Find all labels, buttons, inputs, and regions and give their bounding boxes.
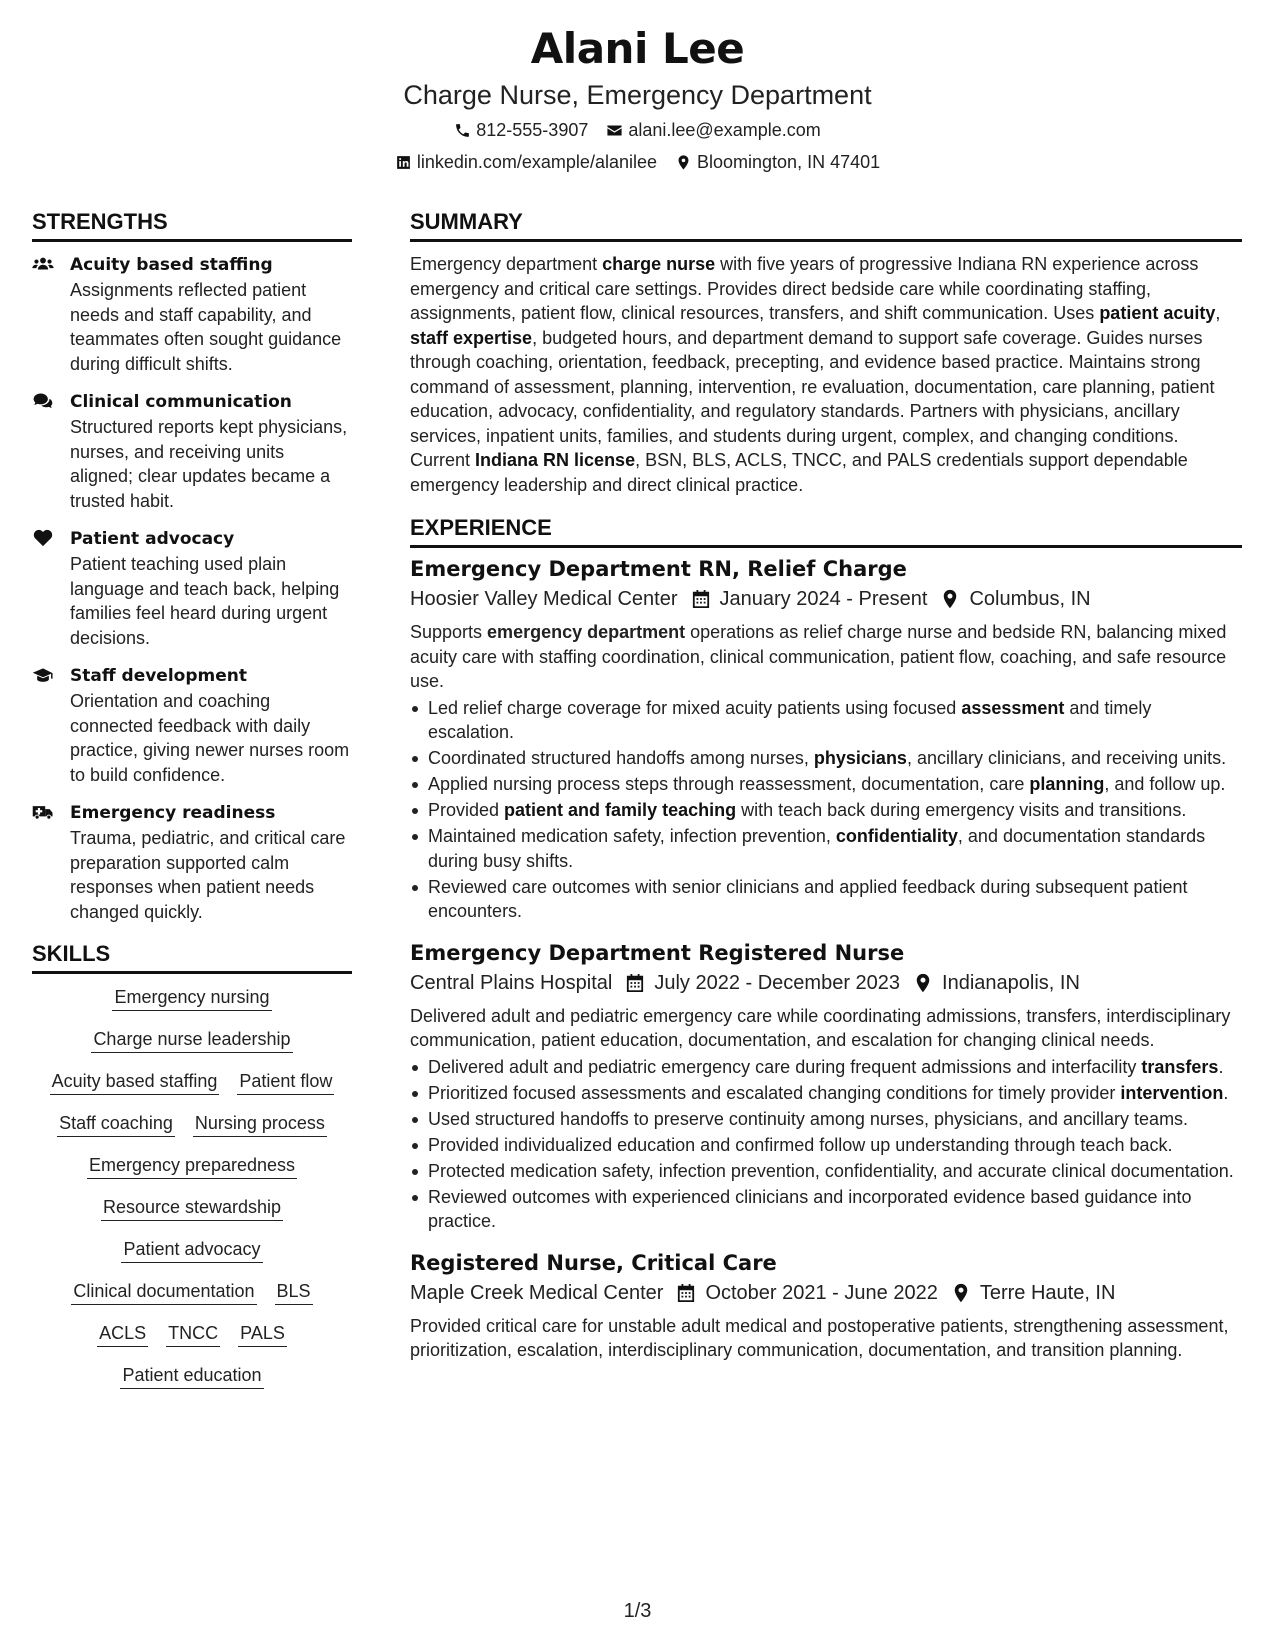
strength-body (70, 800, 352, 924)
text-segment: Provided (428, 800, 505, 820)
skills-list (32, 984, 352, 1389)
bullet-item (410, 1133, 1242, 1158)
text-segment: Prioritized focused assessments and escalated changing conditions for timely provider (428, 1082, 1121, 1103)
skill-tag: Nursing process (193, 1110, 327, 1137)
strength-title: Acuity based staffing (70, 255, 273, 275)
job-bullets (410, 696, 1242, 924)
map-marker-icon (952, 1283, 970, 1303)
text-segment: . (1218, 1056, 1224, 1077)
calendar-icon (692, 589, 710, 609)
skill-line (32, 1236, 352, 1263)
strengths-list (32, 252, 352, 924)
ambulance-icon (32, 800, 70, 924)
resume-header (0, 22, 1275, 174)
job-entry (410, 554, 1242, 924)
job-dates (677, 1278, 937, 1308)
skills-heading: SKILLS (32, 937, 352, 974)
map-marker-icon (675, 154, 692, 171)
skill-line (32, 1026, 352, 1053)
text-segment: . (1223, 1082, 1229, 1103)
job-title: Emergency Department Registered Nurse (410, 940, 905, 965)
calendar-icon (677, 1283, 695, 1303)
text-segment: Applied nursing process steps through reassessment, documentation, care (428, 774, 1030, 794)
skill-tag: Resource stewardship (101, 1194, 283, 1221)
text-segment: , and follow up. (1104, 774, 1226, 794)
skill-tag: Emergency nursing (112, 984, 271, 1011)
strength-title: Patient advocacy (70, 529, 235, 549)
strength-body (70, 526, 352, 650)
jobs-list (410, 554, 1242, 1363)
phone-contact[interactable] (454, 118, 588, 142)
text-segment: Used structured handoffs to preserve continuity among nurses, physicians, and ancillary teams. (428, 1108, 1189, 1129)
job-meta (410, 584, 1242, 614)
bullet-item (410, 772, 1242, 797)
bold-text: patient and family teaching (504, 800, 737, 820)
heart-icon (32, 526, 70, 650)
job-description (410, 620, 1242, 694)
text-segment: Maintained medication safety, infection prevention, (428, 826, 836, 846)
bullet-item (410, 824, 1242, 873)
strength-title: Clinical communication (70, 392, 292, 412)
skill-line (32, 984, 352, 1011)
bullet-item (410, 798, 1242, 823)
job-employer: Central Plains Hospital (410, 971, 613, 994)
text-segment: Supports (410, 622, 488, 642)
location-text: Bloomington, IN 47401 (697, 152, 881, 172)
summary-text (410, 252, 1242, 497)
bold-text: confidentiality (835, 826, 958, 846)
phone-text: 812-555-3907 (476, 120, 589, 140)
left-column (32, 205, 352, 1404)
text-segment: Provided individualized education and confirmed follow up understanding through teach back. (428, 1134, 1173, 1155)
bold-text: emergency department (487, 622, 686, 642)
text-segment: and timely escalation. (428, 697, 1152, 742)
skill-line (32, 1320, 352, 1347)
users-icon (32, 252, 70, 376)
text-segment: Delivered adult and pediatric emergency care during frequent admissions and interfacility (428, 1056, 1142, 1077)
candidate-title: Charge Nurse, Emergency Department (403, 80, 872, 110)
strength-title: Emergency readiness (70, 803, 276, 823)
strength-body (70, 663, 352, 787)
job-location-text: Columbus, IN (969, 588, 1091, 610)
text-segment: Provided critical care for unstable adult medical and postoperative patients, strengthening assessment, prioritization, escalation, interdisciplinary communication, documentation, and transition planning. (410, 1315, 1229, 1360)
graduation-cap-icon (32, 663, 70, 787)
job-entry (410, 1248, 1242, 1363)
job-location (952, 1278, 1116, 1308)
map-marker-icon (941, 589, 959, 609)
skill-tag: Patient education (120, 1362, 263, 1389)
text-segment: Emergency department (410, 254, 603, 274)
job-employer: Hoosier Valley Medical Center (410, 588, 678, 610)
skill-tag: TNCC (166, 1320, 220, 1347)
strength-body (70, 389, 352, 513)
job-entry (410, 938, 1242, 1234)
bullet-item (410, 1055, 1242, 1080)
map-marker-icon (914, 973, 932, 993)
skill-tag: Charge nurse leadership (91, 1026, 292, 1053)
contact-row-1 (0, 118, 1275, 142)
linkedin-icon (395, 154, 412, 171)
strengths-heading: STRENGTHS (32, 205, 352, 242)
text-segment: with teach back during emergency visits and transitions. (736, 800, 1187, 820)
job-dates-text: July 2022 - December 2023 (654, 971, 901, 994)
skill-tag: Staff coaching (57, 1110, 175, 1137)
email-text: alani.lee@example.com (628, 120, 821, 140)
bold-text: Indiana RN license (475, 450, 636, 470)
text-segment: Delivered adult and pediatric emergency care while coordinating admissions, transfers, interdisciplinary communication, patient education, documentation, and escalation for changing clinical needs. (410, 1005, 1231, 1050)
text-segment: , budgeted hours, and department demand to support safe coverage. Guides nurses through coaching, orientation, feedback, precepting, and evidence based practice. Maintains strong command of assessment, planning, intervention, re evaluation, documentation, care planning, patient education, advocacy, confidentiality, and regulatory standards. Partners with physicians, ancillary services, inpatient units, families, and students during urgent, complex, and changing conditions. Current (410, 327, 1215, 470)
bullet-item (410, 875, 1242, 924)
skill-tag: ACLS (97, 1320, 148, 1347)
strength-item (32, 800, 352, 924)
strength-title: Staff development (70, 666, 247, 686)
skill-line (32, 1110, 352, 1137)
email-contact[interactable] (606, 118, 820, 142)
skill-line (32, 1278, 352, 1305)
strength-description: Structured reports kept physicians, nurses, and receiving units aligned; clear updates became a trusted habit. (70, 417, 348, 511)
bullet-item (410, 746, 1242, 771)
location-contact (675, 150, 880, 174)
text-segment: , ancillary clinicians, and receiving units. (906, 748, 1227, 768)
skill-tag: Emergency preparedness (87, 1152, 297, 1179)
experience-heading: EXPERIENCE (410, 511, 1242, 548)
contact-row-2 (0, 150, 1275, 174)
bold-text: patient acuity (1099, 303, 1216, 323)
bold-text: transfers (1141, 1056, 1219, 1077)
linkedin-contact[interactable] (395, 150, 657, 174)
strength-item (32, 252, 352, 376)
strength-item (32, 526, 352, 650)
bullet-item (410, 1081, 1242, 1106)
phone-icon (454, 122, 471, 139)
skill-line (32, 1152, 352, 1179)
strength-item (32, 389, 352, 513)
page-number: 1/3 (623, 1600, 652, 1622)
skill-tag: Clinical documentation (71, 1278, 256, 1305)
job-description (410, 1004, 1242, 1053)
job-employer: Maple Creek Medical Center (410, 1281, 664, 1304)
summary-heading: SUMMARY (410, 205, 1242, 242)
skill-tag: PALS (238, 1320, 287, 1347)
job-title: Registered Nurse, Critical Care (410, 1250, 777, 1275)
linkedin-text: linkedin.com/example/alanilee (416, 152, 657, 172)
skill-tag: BLS (275, 1278, 313, 1305)
job-location-text: Terre Haute, IN (979, 1281, 1116, 1304)
skill-line (32, 1362, 352, 1389)
right-column (410, 205, 1242, 1377)
strength-item (32, 663, 352, 787)
text-segment: Reviewed care outcomes with senior clinicians and applied feedback during subsequent patient encounters. (428, 876, 1188, 921)
job-description (410, 1314, 1242, 1363)
bullet-item (410, 1185, 1242, 1234)
job-meta (410, 1278, 1242, 1308)
bold-text: staff expertise (410, 327, 533, 348)
text-segment: , and documentation standards during busy shifts. (428, 826, 1206, 871)
strength-description: Patient teaching used plain language and teach back, helping families feel heard during urgent decisions. (70, 554, 340, 648)
text-segment: with five years of progressive Indiana RN experience across emergency and critical care settings. Provides direct bedside care while coordinating staffing, assignments, patient flow, clinical resources, transfers, and shift communication. Uses (410, 254, 1199, 323)
text-segment: Coordinated structured handoffs among nurses, (428, 748, 814, 768)
bullet-item (410, 1159, 1242, 1184)
text-segment: Protected medication safety, infection prevention, confidentiality, and accurate clinical documentation. (428, 1160, 1234, 1181)
strength-body (70, 252, 352, 376)
job-title: Emergency Department RN, Relief Charge (410, 557, 907, 581)
bullet-item (410, 696, 1242, 745)
calendar-icon (626, 973, 644, 993)
job-meta (410, 968, 1242, 998)
bold-text: intervention (1120, 1082, 1224, 1103)
skill-line (32, 1068, 352, 1095)
job-dates-text: January 2024 - Present (719, 588, 928, 610)
bold-text: assessment (961, 697, 1065, 718)
envelope-icon (606, 122, 623, 139)
job-dates-text: October 2021 - June 2022 (705, 1281, 938, 1304)
skill-tag: Patient flow (237, 1068, 334, 1095)
skill-line (32, 1194, 352, 1221)
comments-icon (32, 389, 70, 513)
job-dates (626, 968, 900, 998)
strength-description: Trauma, pediatric, and critical care preparation supported calm responses when patient needs changed quickly. (70, 828, 346, 922)
text-segment: Led relief charge coverage for mixed acuity patients using focused (428, 697, 962, 718)
strength-description: Orientation and coaching connected feedback with daily practice, giving newer nurses room to build confidence. (70, 691, 350, 785)
job-dates (692, 584, 928, 614)
job-bullets (410, 1055, 1242, 1234)
bold-text: charge nurse (602, 254, 716, 274)
text-segment: operations as relief charge nurse and bedside RN, balancing mixed acuity care with staffing coordination, clinical communication, patient flow, coaching, and safe resource use. (410, 622, 1227, 691)
text-segment: Reviewed outcomes with experienced clinicians and incorporated evidence based guidance into practice. (428, 1186, 1192, 1231)
text-segment: , BSN, BLS, ACLS, TNCC, and PALS credentials support dependable emergency leadership and direct clinical practice. (410, 450, 1188, 495)
text-segment: , (1215, 303, 1221, 323)
job-location (914, 968, 1080, 998)
bullet-item (410, 1107, 1242, 1132)
strength-description: Assignments reflected patient needs and staff capability, and teammates often sought guidance during difficult shifts. (70, 280, 342, 374)
job-location (941, 584, 1090, 614)
job-location-text: Indianapolis, IN (942, 971, 1080, 994)
bold-text: physicians (813, 748, 907, 768)
bold-text: planning (1029, 774, 1105, 794)
skill-tag: Acuity based staffing (50, 1068, 220, 1095)
candidate-name: Alani Lee (530, 24, 745, 73)
skill-tag: Patient advocacy (121, 1236, 262, 1263)
